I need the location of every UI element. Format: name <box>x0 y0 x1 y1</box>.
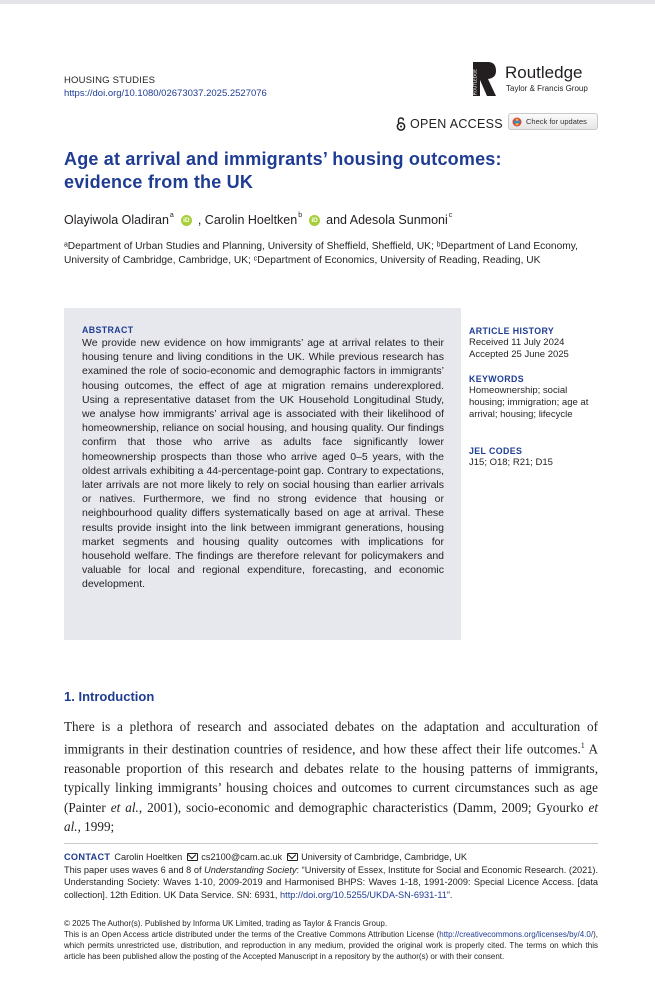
routledge-logo-icon <box>471 60 497 98</box>
publisher-logo[interactable] <box>471 60 611 100</box>
copyright-line: © 2025 The Author(s). Published by Informa UK Limited, trading as Taylor & Francis Group. <box>64 919 388 928</box>
contact-line <box>64 851 598 863</box>
open-access-label: OPEN ACCESS <box>410 117 503 131</box>
author-affil-mark: b <box>298 212 303 219</box>
affiliation-c: ᶜDepartment of Economics, University of Reading, Reading, UK <box>253 255 541 266</box>
doi-link[interactable]: https://doi.org/10.1080/02673037.2025.2527076 <box>64 88 267 99</box>
open-access-badge <box>396 116 503 132</box>
orcid-icon[interactable]: iD <box>181 215 192 226</box>
orcid-icon[interactable]: iD <box>309 215 320 226</box>
contact-email[interactable]: cs2100@cam.ac.uk <box>201 852 283 862</box>
abstract-box <box>64 308 461 640</box>
affiliation-a: ᵃDepartment of Urban Studies and Planning, University of Sheffield, Sheffield, UK; <box>64 241 437 252</box>
intro-text-part: A reasonable proportion of this research and debates relate to the housing patterns of immigrants, typically linking immigrants’ housing choices and outcomes to current circumstances such as age (Painter <box>64 741 599 815</box>
jel-codes-list: J15; O18; R21; D15 <box>469 457 553 468</box>
author-name[interactable]: and Adesola Sunmoni <box>326 213 448 227</box>
crossmark-icon <box>512 117 522 127</box>
contact-address: University of Cambridge, Cambridge, UK <box>301 852 468 862</box>
journal-name: HOUSING STUDIES <box>64 75 156 86</box>
received-date: Received 11 July 2024 <box>469 337 565 348</box>
article-history-heading: ARTICLE HISTORY <box>469 326 555 336</box>
et-al: et al. <box>64 799 598 834</box>
license-text-part: This is an Open Access article distributed under the terms of the Creative Commons Attribution License ( <box>64 930 440 939</box>
author-name[interactable]: Carolin Hoeltken <box>204 213 298 227</box>
logo-mark-text: ROUTLEDGE <box>472 69 478 95</box>
keywords-block <box>469 373 599 422</box>
author-name[interactable]: Olayiwola Oladiran <box>64 213 169 227</box>
check-for-updates-button[interactable] <box>508 113 598 130</box>
abstract-heading: ABSTRACT <box>82 325 134 335</box>
et-al: et al. <box>110 799 139 815</box>
article-title: Age at arrival and immigrants’ housing outcomes: evidence from the UK <box>64 149 502 192</box>
license-text <box>64 930 598 962</box>
author-affil-mark: a <box>169 212 174 219</box>
affiliations <box>64 240 588 268</box>
intro-text-part: There is a plethora of research and associated debates on the adaptation and acculturation of immigrants in their destination countries of residence, and how these affect their life outcomes. <box>64 719 598 757</box>
address-icon <box>287 853 298 861</box>
jel-codes-heading: JEL CODES <box>469 446 523 456</box>
jel-codes-block <box>469 445 599 469</box>
footnote-marker[interactable]: 1 <box>580 741 585 751</box>
data-note <box>64 864 598 901</box>
top-edge-bar <box>0 0 655 4</box>
author-separator: , <box>197 213 202 227</box>
keywords-heading: KEYWORDS <box>469 374 525 384</box>
license-text-part: ), which permits unrestricted use, distribution, and reproduction in any medium, provided the original work is properly cited. The terms on which this article has been published allow the posting of the Accepted Manuscript in a repository by the author(s) or with their consent. <box>64 930 598 961</box>
abstract-text: We provide new evidence on how immigrants’ age at arrival relates to their housing tenure and living conditions in the UK. While previous research has examined the role of socio-economic and demographic factors in immigrants’ housing outcomes, the effect of age at migration remains underexplored. Using a representative dataset from the UK Household Longitudinal Study, we analyse how immigrants’ arrival age is associated with their likelihood of homeownership, reliance on social housing, and housing quality. Our findings confirm that those who arrive as adults face significantly lower homeownership prospects than those who arrive aged 0–5 years, with the oldest arrivals exhibiting a 44-percentage-point gap. Contrary to expectations, later arrivals are not more likely to rely on social housing than earlier arrivals or natives. Furthermore, we find no strong evidence that housing or neighbourhood quality differs systematically based on age at arrival. These results provide insight into the link between immigrant generations, housing market segments and housing quality outcomes with implications for household welfare. The findings are therefore relevant for policymakers and valuable for local and regional expenditure, forecasting, and economic development. <box>82 337 444 591</box>
check-for-updates-label: Check for updates <box>526 117 587 126</box>
publisher-subtitle: Taylor & Francis Group <box>506 84 588 93</box>
license-link[interactable]: http://creativecommons.org/licenses/by/4.0/ <box>439 930 594 939</box>
data-note-text: : “University of Essex, Institute for Social and Economic Research. (2021). Understanding Society: Waves 1-10, 2009-2019 and Harmonised BHPS: Waves 1-18, 1991-2009: Special Licence Access. [data collection]. 12th Edition. UK Data Service. SN: 6931, <box>64 865 598 900</box>
introduction-paragraph <box>64 717 598 836</box>
author-list <box>64 212 452 228</box>
keywords-list: Homeownership; social housing; immigration; age at arrival; housing; lifecycle <box>469 385 589 421</box>
data-note-text: This paper uses waves 6 and 8 of <box>64 865 205 875</box>
section-heading-introduction: 1. Introduction <box>64 689 155 704</box>
open-lock-icon <box>396 117 406 131</box>
data-doi-link[interactable]: http://doi.org/10.5255/UKDA-SN-6931-11 <box>280 889 447 900</box>
contact-name: Carolin Hoeltken <box>114 852 183 862</box>
email-icon <box>187 853 198 861</box>
publisher-name: Routledge <box>505 63 583 82</box>
footnote-divider <box>64 843 598 844</box>
accepted-date: Accepted 25 June 2025 <box>469 349 569 361</box>
affiliation-b: ᵇDepartment of Land Economy, University of Cambridge, Cambridge, UK; <box>64 241 578 266</box>
data-note-text: ”. <box>446 889 453 900</box>
author-affil-mark: c <box>448 212 453 219</box>
intro-text-part: , 2001), socio-economic and demographic characteristics (Damm, 2009; Gyourko <box>138 799 589 815</box>
data-note-italic: Understanding Society <box>204 865 297 875</box>
article-history <box>469 325 599 361</box>
contact-label: CONTACT <box>64 852 111 862</box>
intro-text-part: , 1999; <box>77 818 115 834</box>
